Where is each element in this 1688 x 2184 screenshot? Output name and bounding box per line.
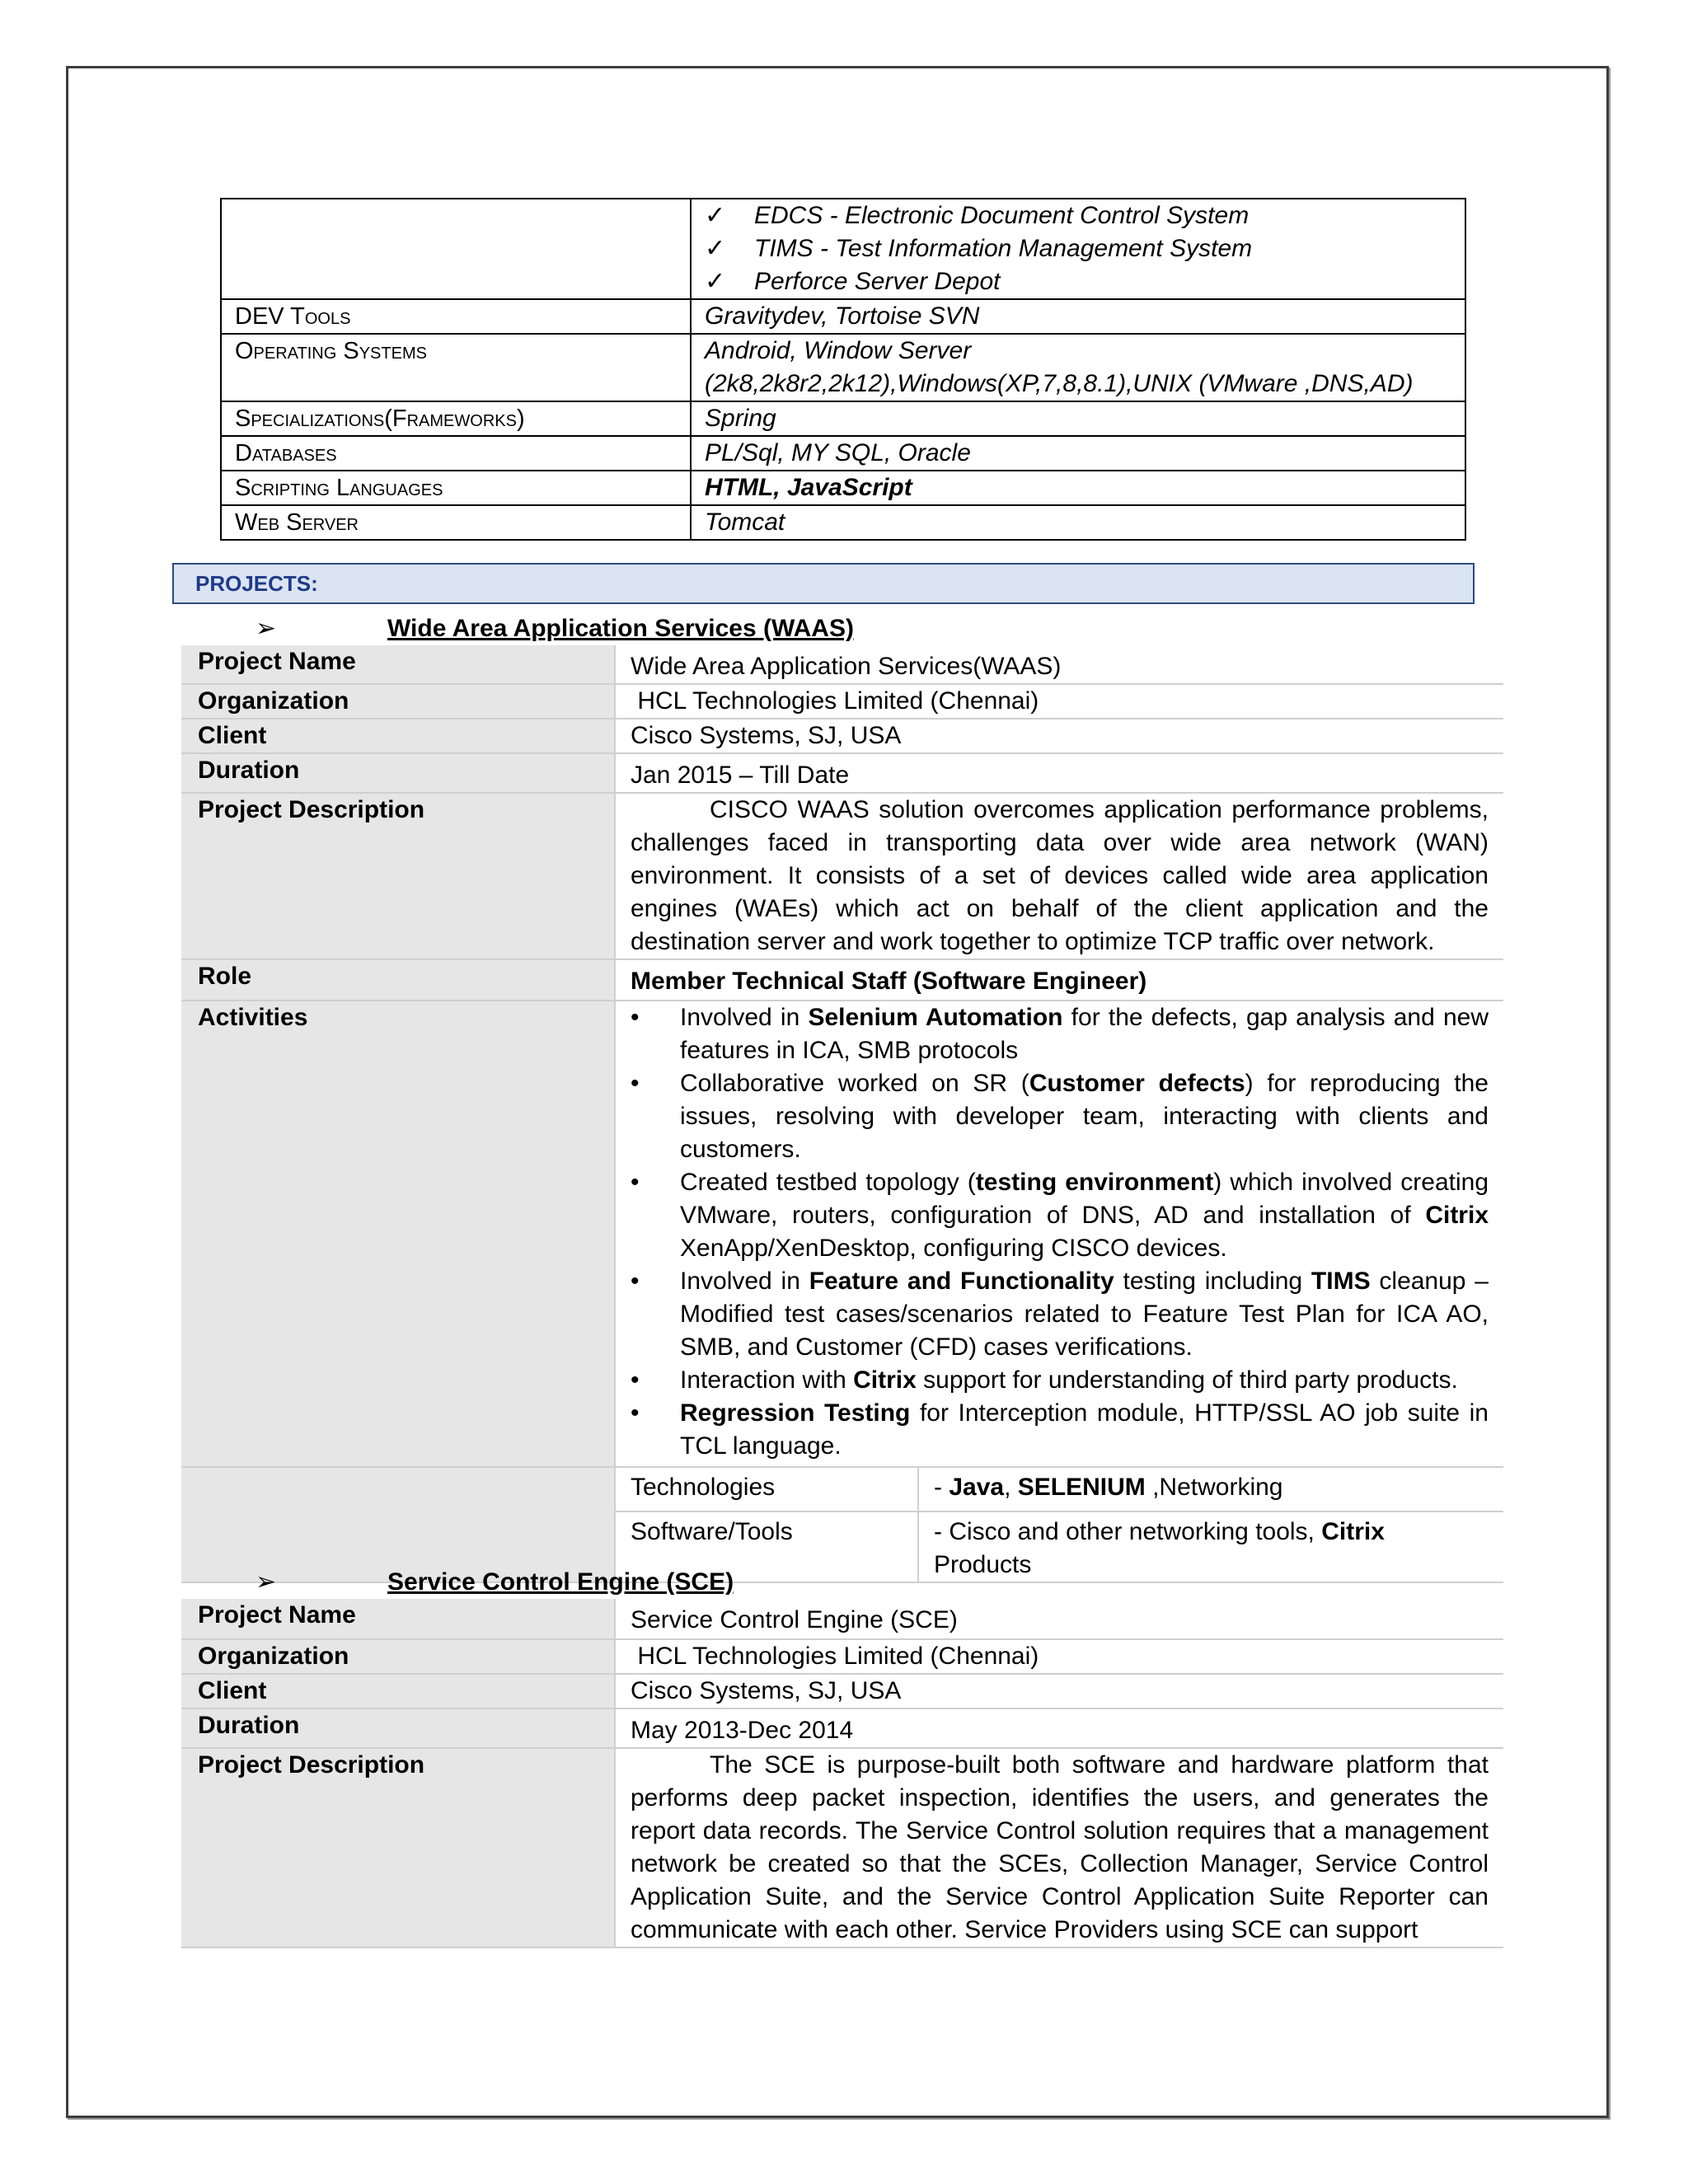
- checkmark-icon: ✓: [705, 268, 726, 295]
- label-organization: Organization: [181, 1639, 615, 1674]
- project-row: [181, 1639, 1503, 1674]
- skills-value: HTML, JavaScript: [691, 471, 1465, 505]
- bullet-icon: •: [631, 1366, 640, 1394]
- skills-key-empty: [221, 199, 691, 299]
- project-heading-text: Wide Area Application Services (WAAS): [387, 615, 854, 642]
- label-duration: Duration: [181, 753, 615, 793]
- tools-item: ✓ EDCS - Electronic Document Control System: [705, 199, 1451, 232]
- project-row: [181, 645, 1503, 684]
- activities-list: [631, 1001, 1489, 1463]
- activity-item: • Regression Testing for Interception module, HTTP/SSL AO job suite in TCL language.: [631, 1397, 1489, 1463]
- software-tools-label: Software/Tools: [616, 1511, 918, 1582]
- skills-key: Specializations(Frameworks): [221, 401, 691, 436]
- tools-item: ✓ TIMS - Test Information Management System: [705, 232, 1451, 265]
- checkmark-icon: ✓: [705, 235, 726, 262]
- skills-key: Web Server: [221, 505, 691, 540]
- skills-tools-cell: [691, 199, 1465, 299]
- project-heading: [256, 1568, 734, 1597]
- label-role: Role: [181, 959, 615, 1001]
- skills-value: PL/Sql, MY SQL, Oracle: [691, 436, 1465, 471]
- activity-item: • Involved in Feature and Functionality testing including TIMS cleanup – Modified test cases/scenarios related to Feature Test Plan for ICA AO, SMB, and Customer (CFD) cases verifications.: [631, 1265, 1489, 1364]
- technologies-label: Technologies: [616, 1468, 918, 1511]
- skills-row: [221, 334, 1465, 401]
- projects-section-header: PROJECTS:: [172, 563, 1475, 604]
- skills-value: Gravitydev, Tortoise SVN: [691, 299, 1465, 334]
- label-project-description: Project Description: [181, 793, 615, 959]
- skills-row: [221, 505, 1465, 540]
- value-project-name: Service Control Engine (SCE): [615, 1599, 1503, 1639]
- project-row: [181, 753, 1503, 793]
- value-duration: May 2013-Dec 2014: [615, 1708, 1503, 1748]
- value-duration: Jan 2015 – Till Date: [615, 753, 1503, 793]
- project-row: [181, 1599, 1503, 1639]
- project-row: [181, 1001, 1503, 1467]
- skills-row: [221, 471, 1465, 505]
- label-client: Client: [181, 719, 615, 753]
- project-heading-text: Service Control Engine (SCE): [387, 1568, 734, 1596]
- skills-row: [221, 436, 1465, 471]
- label-client: Client: [181, 1674, 615, 1708]
- project-row: [181, 719, 1503, 753]
- skills-key: Scripting Languages: [221, 471, 691, 505]
- label-empty: [181, 1467, 615, 1582]
- skills-row-tools: [221, 199, 1465, 299]
- project-table-waas: [181, 645, 1503, 1583]
- bullet-icon: •: [631, 1399, 640, 1427]
- value-project-description: The SCE is purpose-built both software and hardware platform that performs deep packet inspection, identifies the users, and generates the report data records. The Service Control solution requires that a management network be created so that the SCEs, Collection Manager, Service Control Application Suite, and the Service Control Application Suite Reporter can communicate with each other. Service Providers using SCE can support: [615, 1748, 1503, 1947]
- project-heading: [256, 614, 854, 644]
- arrow-bullet-icon: ➢: [256, 1568, 277, 1596]
- label-organization: Organization: [181, 684, 615, 719]
- value-organization: HCL Technologies Limited (Chennai): [615, 1639, 1503, 1674]
- bullet-icon: •: [631, 1268, 640, 1295]
- value-project-name: Wide Area Application Services(WAAS): [615, 645, 1503, 684]
- value-organization: HCL Technologies Limited (Chennai): [615, 684, 1503, 719]
- checkmark-icon: ✓: [705, 202, 726, 229]
- bullet-icon: •: [631, 1070, 640, 1097]
- bullet-icon: •: [631, 1004, 640, 1031]
- activity-item: • Created testbed topology (testing environment) which involved creating VMware, routers, configuration of DNS, AD and installation of Citrix XenApp/XenDesktop, configuring CISCO devices.: [631, 1166, 1489, 1265]
- arrow-bullet-icon: ➢: [256, 615, 277, 642]
- activity-item: • Collaborative worked on SR (Customer defects) for reproducing the issues, resolving with developer team, interacting with clients and customers.: [631, 1067, 1489, 1166]
- value-client: Cisco Systems, SJ, USA: [615, 1674, 1503, 1708]
- software-tools-value: - Cisco and other networking tools, Citrix Products: [934, 1518, 1385, 1578]
- project-row: [181, 1467, 1503, 1582]
- value-role: Member Technical Staff (Software Engineer): [615, 959, 1503, 1001]
- skills-row: [221, 299, 1465, 334]
- label-duration: Duration: [181, 1708, 615, 1748]
- skills-value: Tomcat: [691, 505, 1465, 540]
- skills-value: Android, Window Server (2k8,2k8r2,2k12),Windows(XP,7,8,8.1),UNIX (VMware ,DNS,AD): [691, 334, 1465, 401]
- tools-item: ✓ Perforce Server Depot: [705, 265, 1451, 298]
- tools-list: [705, 199, 1451, 298]
- tech-cell: [615, 1467, 1503, 1582]
- label-activities: Activities: [181, 1001, 615, 1467]
- activity-item: • Interaction with Citrix support for understanding of third party products.: [631, 1364, 1489, 1397]
- value-project-description: CISCO WAAS solution overcomes application performance problems, challenges faced in transporting data over wide area network (WAN) environment. It consists of a set of devices called wide area application engines (WAEs) which act on behalf of the client application and the destination server and work together to optimize TCP traffic over network.: [615, 793, 1503, 959]
- project-row: [181, 1708, 1503, 1748]
- label-project-name: Project Name: [181, 645, 615, 684]
- project-row: [181, 793, 1503, 959]
- tech-table: [616, 1468, 1503, 1582]
- project-row: [181, 1748, 1503, 1947]
- skills-key: Databases: [221, 436, 691, 471]
- bullet-icon: •: [631, 1169, 640, 1196]
- skills-row: [221, 401, 1465, 436]
- project-row: [181, 684, 1503, 719]
- skills-value: Spring: [691, 401, 1465, 436]
- value-activities: [615, 1001, 1503, 1467]
- skills-table: [220, 198, 1466, 541]
- value-client: Cisco Systems, SJ, USA: [615, 719, 1503, 753]
- activity-item: • Involved in Selenium Automation for the defects, gap analysis and new features in ICA, SMB protocols: [631, 1001, 1489, 1067]
- project-table-sce: [181, 1599, 1503, 1948]
- technologies-value: - Java, SELENIUM ,Networking: [918, 1468, 1503, 1511]
- project-row: [181, 1674, 1503, 1708]
- label-project-name: Project Name: [181, 1599, 615, 1639]
- project-row: [181, 959, 1503, 1001]
- label-project-description: Project Description: [181, 1748, 615, 1947]
- skills-key: DEV Tools: [221, 299, 691, 334]
- skills-key: Operating Systems: [221, 334, 691, 401]
